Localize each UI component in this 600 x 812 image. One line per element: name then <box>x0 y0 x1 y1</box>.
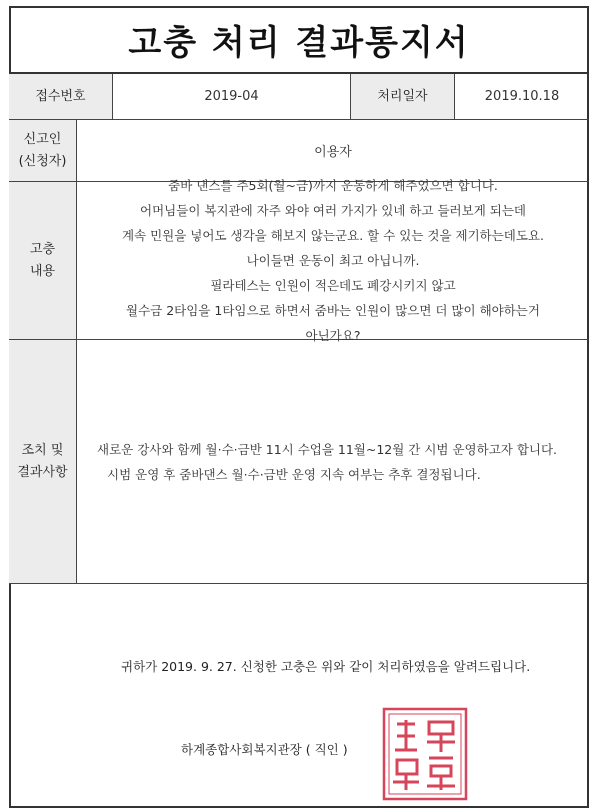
complaint-content <box>77 178 589 343</box>
seal-glyph <box>393 760 419 790</box>
complaint-line: 계속 민원을 넣어도 생각을 해보지 않는군요. 할 수 있는 것을 제기하는데도요. <box>121 228 544 243</box>
seal-glyph <box>427 758 455 790</box>
action-line: 새로운 강사와 함께 월·수·금반 11시 수업을 11월~12월 간 시범 운영하고자 합니다. <box>97 441 558 457</box>
document-title: 고충 처리 결과통지서 <box>9 6 589 74</box>
action-content <box>77 340 589 583</box>
complaint-row <box>9 178 589 343</box>
complaint-line: 어머님들이 복지관에 자주 와야 여러 가지가 있네 하고 들러보게 되는데 <box>140 203 526 218</box>
action-label-line1: 조치 및 <box>21 442 64 458</box>
signer-line: 하계종합사회복지관장 ( 직인 ) <box>181 742 348 757</box>
complaint-label <box>9 182 77 339</box>
complaint-line: 필라테스는 인원이 적은데도 폐강시키지 않고 <box>210 278 456 293</box>
complaint-label-line2: 내용 <box>29 263 56 279</box>
receipt-number-value: 2019-04 <box>113 74 351 119</box>
reporter-label-line2: (신청자) <box>18 153 67 169</box>
receipt-number-label: 접수번호 <box>9 74 113 119</box>
complaint-line: 월수금 2타임을 1타임으로 하면서 줌바는 인원이 많으면 더 많이 해야하는거 <box>126 303 540 318</box>
processing-date-label: 처리일자 <box>351 74 455 119</box>
complaint-line: 아닌가요? <box>305 328 361 343</box>
official-seal <box>381 706 469 802</box>
action-label <box>9 340 77 583</box>
complaint-label-line1: 고충 <box>29 241 56 257</box>
receipt-row <box>9 74 589 120</box>
processing-notice: 귀하가 2019. 9. 27. 신청한 고충은 위와 같이 처리하였음을 알려드립니다. <box>121 659 531 674</box>
action-label-line2: 결과사항 <box>17 464 68 480</box>
seal-glyph <box>427 722 455 752</box>
seal-glyph <box>395 720 417 750</box>
action-row <box>9 340 589 584</box>
processing-date-value: 2019.10.18 <box>484 89 560 104</box>
reporter-label <box>9 120 77 181</box>
reporter-value: 이용자 <box>314 145 352 160</box>
action-line: 시범 운영 후 줌바댄스 월·수·금반 운영 지속 여부는 추후 결정됩니다. <box>107 466 481 482</box>
document-footer <box>9 584 589 808</box>
reporter-label-line1: 신고인 <box>23 131 62 147</box>
complaint-line: 줌바 댄스를 주5회(월~금)까지 운동하게 해주었으면 합니다. <box>168 178 498 193</box>
complaint-line: 나이들면 운동이 최고 아닙니까. <box>246 253 420 268</box>
